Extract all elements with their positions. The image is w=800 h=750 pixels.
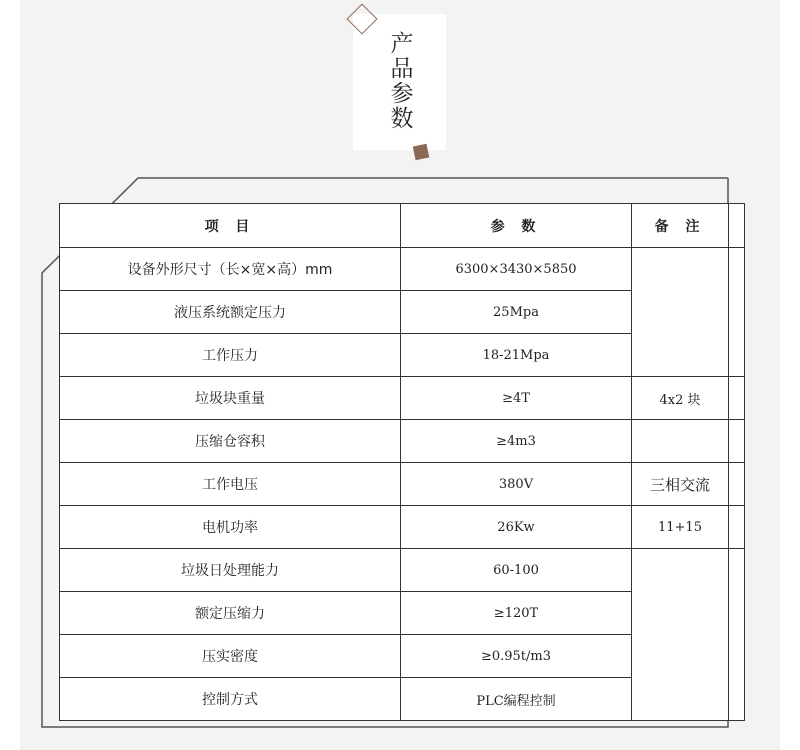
cell-note [632,549,729,721]
cell-item: 压缩仓容积 [60,420,401,463]
product-parameters-table [59,203,744,715]
cell-param: ≥120T [401,592,632,635]
table-edge-cell [729,204,745,248]
table-row [60,549,745,592]
table-row [60,420,745,463]
table-row [60,463,745,506]
cell-param: ≥4T [401,377,632,420]
cell-note [632,420,729,463]
cell-item: 垃圾日处理能力 [60,549,401,592]
title-char: 数 [390,106,414,132]
cell-param: 26Kw [401,506,632,549]
cell-item: 控制方式 [60,678,401,721]
header-item: 项 目 [60,204,401,248]
table-edge-cell [729,549,745,721]
cell-param: 18-21Mpa [401,334,632,377]
table-header-row [60,204,745,248]
title-char: 产 [390,31,414,57]
header-param: 参 数 [401,204,632,248]
cell-item: 电机功率 [60,506,401,549]
cell-item: 工作压力 [60,334,401,377]
cell-item: 工作电压 [60,463,401,506]
table-edge-cell [729,377,745,420]
title-char: 品 [390,56,414,82]
cell-note: 三相交流 [632,463,729,506]
page-title [387,32,417,132]
table-edge-cell [729,506,745,549]
table-row [60,377,745,420]
cell-param: ≥0.95t/m3 [401,635,632,678]
cell-item: 额定压缩力 [60,592,401,635]
table-edge-cell [729,420,745,463]
table-edge-cell [729,463,745,506]
cell-note [632,248,729,377]
cell-param: PLC编程控制 [401,678,632,721]
diamond-filled-icon [413,144,430,161]
table-row [60,248,745,291]
header-note: 备 注 [632,204,729,248]
cell-item: 垃圾块重量 [60,377,401,420]
cell-item: 液压系统额定压力 [60,291,401,334]
table-edge-cell [729,248,745,377]
title-char: 参 [390,81,414,107]
cell-param: 60-100 [401,549,632,592]
cell-param: ≥4m3 [401,420,632,463]
cell-param: 25Mpa [401,291,632,334]
table-row [60,506,745,549]
cell-item: 设备外形尺寸（长×宽×高）mm [60,248,401,291]
cell-param: 6300×3430×5850 [401,248,632,291]
cell-param: 380V [401,463,632,506]
cell-note: 11+15 [632,506,729,549]
cell-item: 压实密度 [60,635,401,678]
cell-note: 4x2 块 [632,377,729,420]
